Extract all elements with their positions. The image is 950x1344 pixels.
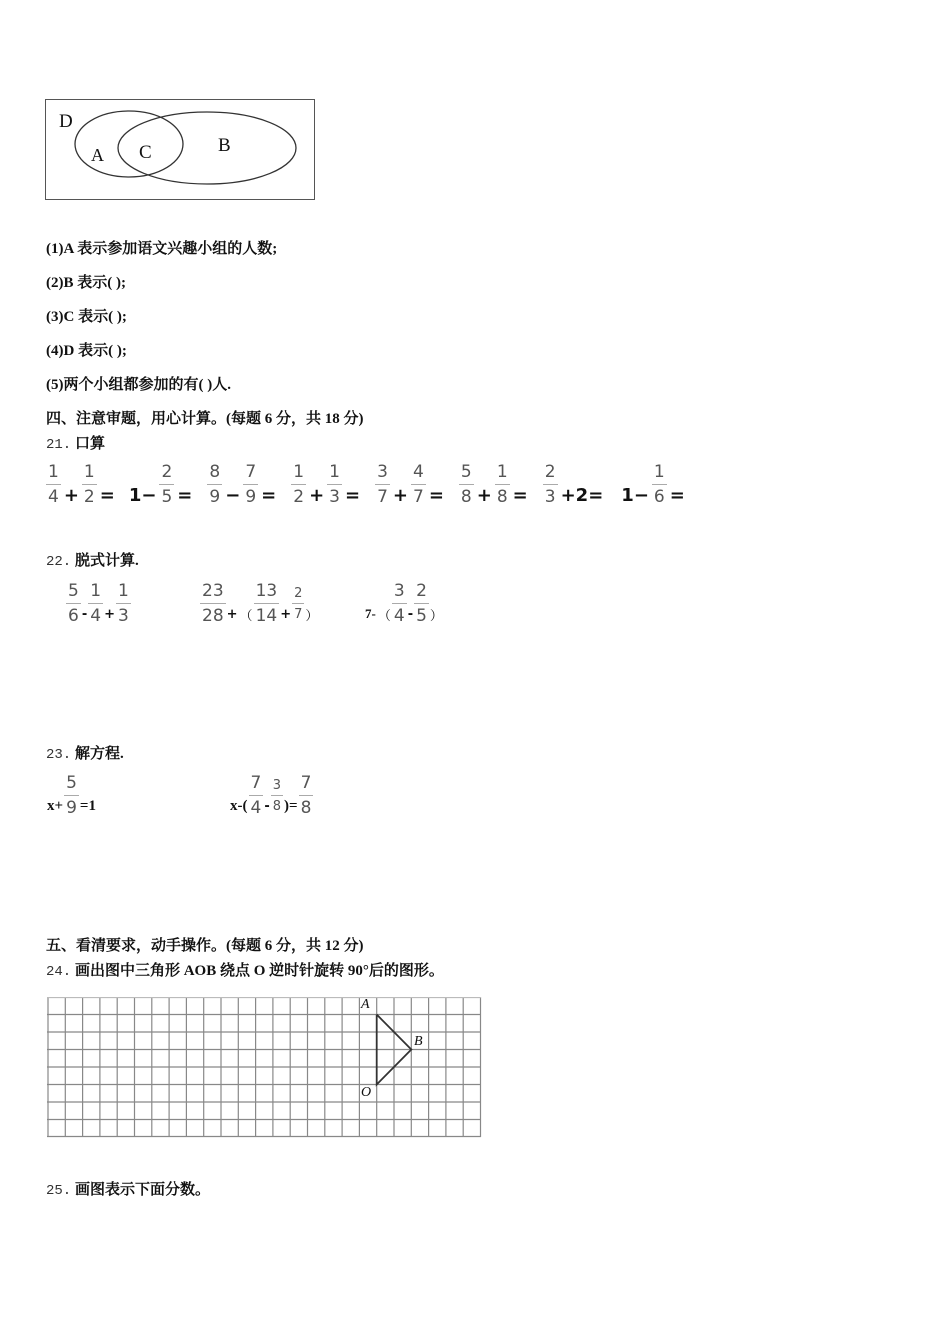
fraction: $\frac{1}{6}$ — [653, 462, 665, 507]
q21-title-line — [46, 432, 105, 453]
q22-expr-3: 7- （ $\frac{3}{4}$ - $\frac{2}{5}$ ） — [365, 581, 443, 626]
q21-expressions — [46, 464, 688, 506]
fraction: $\frac{1}{3}$ — [329, 462, 340, 507]
q20-item-1: (1)A 表示参加语文兴趣小组的人数; — [46, 241, 278, 257]
q23-title-line — [46, 742, 124, 763]
q24-title-line — [46, 959, 444, 980]
fraction: $\frac{8}{9}$ — [209, 462, 221, 507]
q20-item-4: (4)D 表示( ); — [46, 343, 127, 359]
fraction: $\frac{1}{2}$ — [293, 462, 305, 507]
q25-title: 画图表示下面分数。 — [74, 1182, 210, 1198]
q21-expr-3: $\frac{8}{9}$ − $\frac{7}{9}$ = — [209, 462, 277, 507]
q21-expr-5: $\frac{3}{7}$ + $\frac{4}{7}$ = — [377, 462, 444, 507]
q22-title: 脱式计算. — [74, 553, 139, 569]
venn-svg — [45, 99, 315, 200]
venn-label-d: D — [59, 111, 73, 132]
q21-title: 口算 — [74, 436, 105, 452]
q21-number: 21. — [46, 437, 72, 453]
fraction: $\frac{2}{3}$ — [544, 462, 556, 507]
q23-equation-1: x+ $\frac{5}{9}$ =1 — [47, 773, 96, 818]
fraction: $\frac{3}{7}$ — [377, 462, 388, 507]
q21-expr-2: 1− $\frac{2}{5}$ = — [128, 462, 193, 507]
point-label-a: A — [361, 997, 370, 1012]
point-label-o: O — [361, 1085, 372, 1100]
rotation-grid — [47, 997, 483, 1144]
q23-number: 23. — [46, 747, 72, 763]
q22-number: 22. — [46, 554, 72, 570]
section5-heading: 五、看清要求，动手操作。(每题 6 分，共 12 分) — [46, 938, 364, 954]
q21-expr-4: $\frac{1}{2}$ + $\frac{1}{3}$ = — [293, 462, 361, 507]
q20-item-2: (2)B 表示( ); — [46, 275, 126, 291]
q20-item-5: (5)两个小组都参加的有( )人. — [46, 377, 231, 393]
q20-item-3: (3)C 表示( ); — [46, 309, 127, 325]
q22-title-line — [46, 549, 139, 570]
q22-expr-2: $\frac{23}{28}$ + （ $\frac{13}{14}$ + $\frac{2}{7}$ ） — [202, 581, 319, 626]
fraction: $\frac{4}{7}$ — [413, 462, 424, 507]
q22-expr-1: $\frac{5}{6}$ - $\frac{1}{4}$ + $\frac{1}{3}$ — [68, 581, 129, 626]
venn-diagram — [45, 99, 315, 200]
venn-label-a: A — [91, 145, 104, 165]
q23-title: 解方程. — [74, 746, 124, 762]
fraction: $\frac{1}{2}$ — [83, 462, 95, 507]
q24-title: 画出图中三角形 AOB 绕点 O 逆时针旋转 90°后的图形。 — [74, 963, 444, 979]
q24-number: 24. — [46, 964, 72, 980]
q21-expr-6: $\frac{5}{8}$ + $\frac{1}{8}$ = — [460, 462, 528, 507]
q25-title-line — [46, 1178, 210, 1199]
fraction: $\frac{2}{5}$ — [161, 462, 173, 507]
fraction: $\frac{1}{8}$ — [496, 462, 508, 507]
fraction: $\frac{7}{9}$ — [245, 462, 257, 507]
fraction: $\frac{5}{8}$ — [460, 462, 472, 507]
grid-svg — [47, 997, 483, 1139]
q25-number: 25. — [46, 1183, 72, 1199]
q21-expr-1: $\frac{1}{4}$ + $\frac{1}{2}$ = — [48, 462, 115, 507]
fraction: $\frac{1}{4}$ — [48, 462, 59, 507]
q23-equation-2: x-( $\frac{7}{4}$ - $\frac{3}{8}$ )= $\frac{7}{8}$ — [230, 773, 312, 818]
venn-label-b: B — [218, 135, 231, 156]
q21-expr-8: 1− $\frac{1}{6}$ = — [621, 462, 685, 507]
venn-label-c: C — [139, 142, 152, 163]
q21-expr-7: $\frac{2}{3}$ +2= — [544, 462, 604, 507]
point-label-b: B — [414, 1034, 423, 1049]
section4-heading: 四、注意审题，用心计算。(每题 6 分，共 18 分) — [46, 411, 364, 427]
